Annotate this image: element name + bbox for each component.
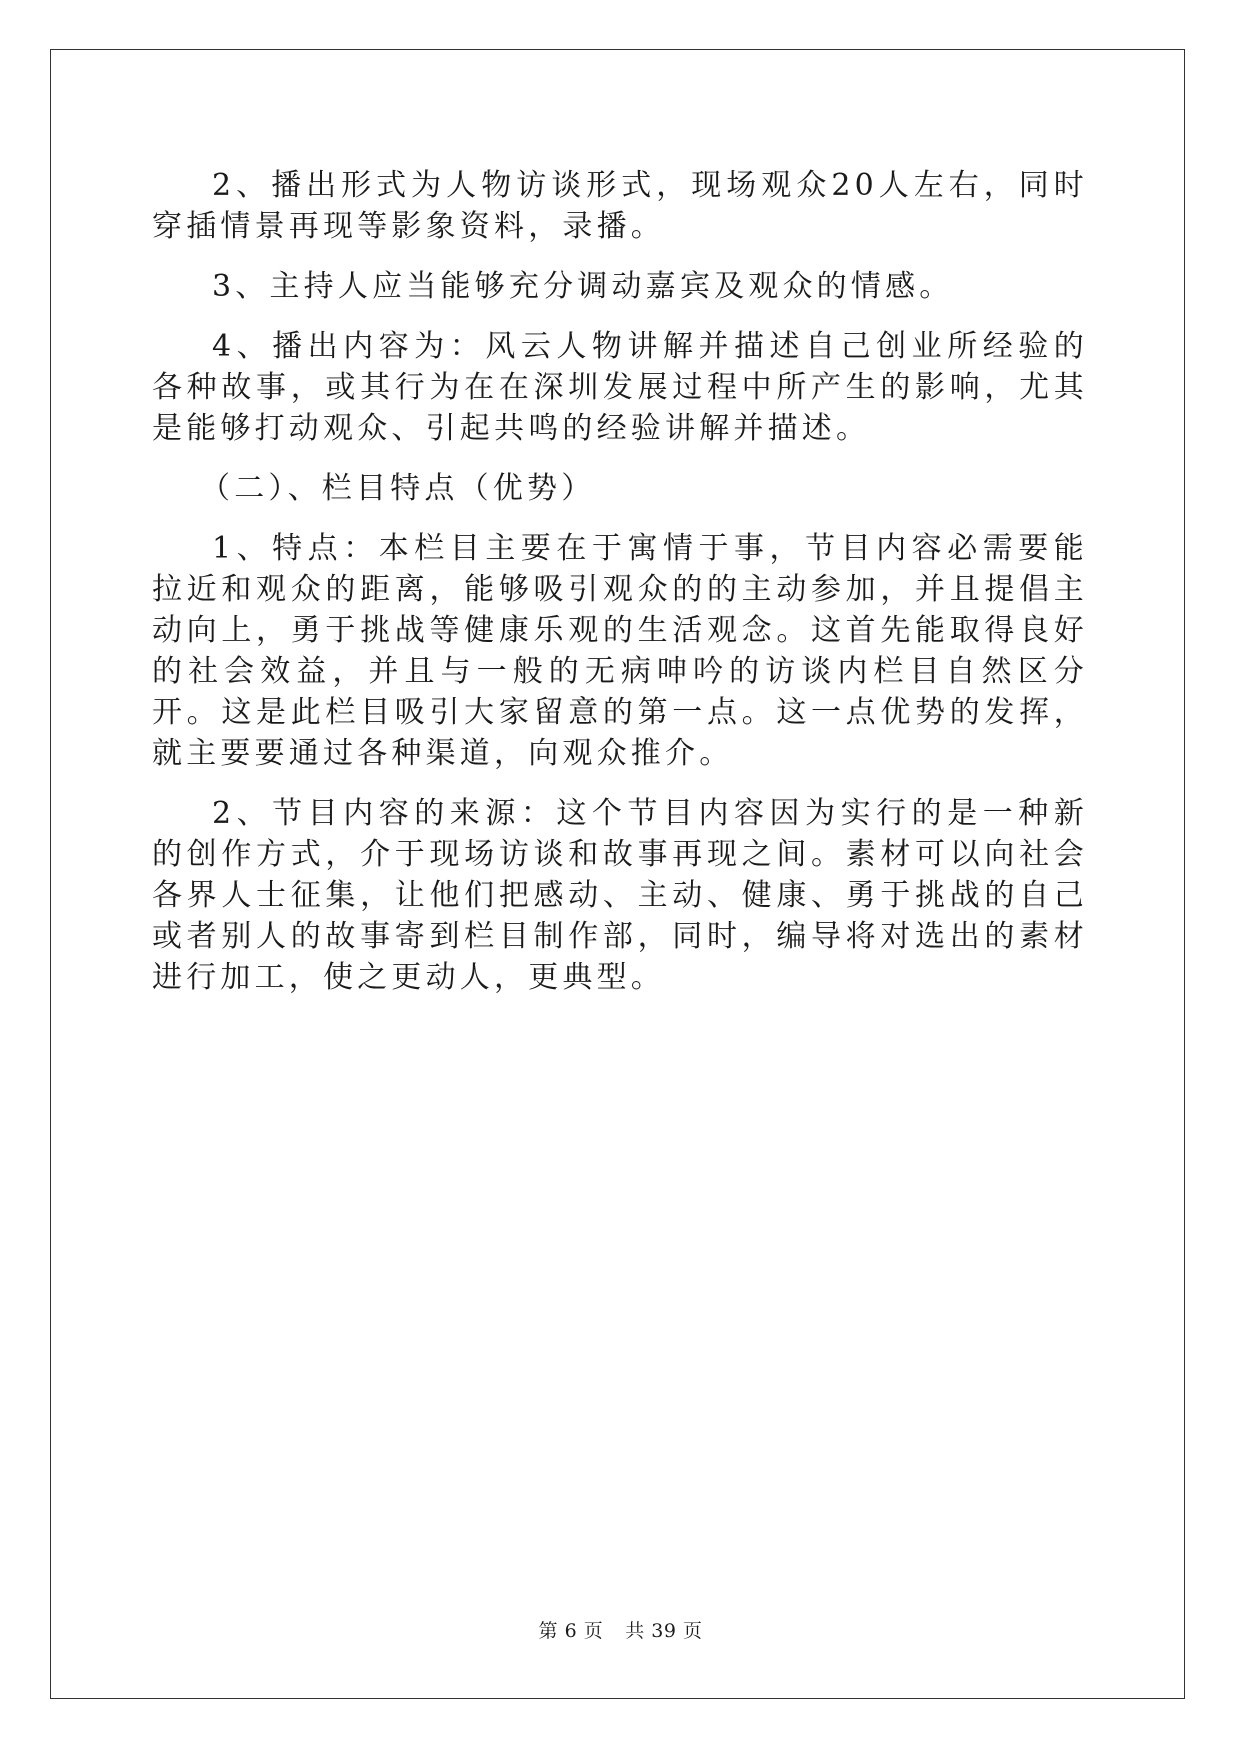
paragraph-broadcast-format: 2、播出形式为人物访谈形式，现场观众20人左右，同时穿插情景再现等影象资料，录播。 [152, 168, 1088, 244]
paragraph-host-requirement: 3、主持人应当能够充分调动嘉宾及观众的情感。 [212, 269, 954, 304]
page-footer [0, 1616, 1241, 1643]
paragraph-features: 1、特点：本栏目主要在于寓情于事，节目内容必需要能拉近和观众的距离，能够吸引观众的的主动参加，并且提倡主动向上，勇于挑战等健康乐观的生活观念。这首先能取得良好的社会效益，并且与一般的无病呻吟的访谈内栏目自然区分开。这是此栏目吸引大家留意的第一点。这一点优势的发挥，就主要要通过各种渠道，向观众推介。 [152, 531, 1088, 771]
paragraph-broadcast-content: 4、播出内容为：风云人物讲解并描述自己创业所经验的各种故事，或其行为在在深圳发展过程中所产生的影响，尤其是能够打动观众、引起共鸣的经验讲解并描述。 [152, 329, 1088, 446]
page-number: 第 6 页 [538, 1620, 604, 1642]
page-total: 共 39 页 [625, 1620, 703, 1642]
document-body [152, 165, 1088, 1017]
paragraph-content-source: 2、节目内容的来源：这个节目内容因为实行的是一种新的创作方式，介于现场访谈和故事再现之间。素材可以向社会各界人士征集，让他们把感动、主动、健康、勇于挑战的自己或者别人的故事寄到栏目制作部，同时，编导将对选出的素材进行加工，使之更动人，更典型。 [152, 796, 1088, 995]
section-heading-features: （二）、栏目特点（优势） [200, 471, 596, 506]
